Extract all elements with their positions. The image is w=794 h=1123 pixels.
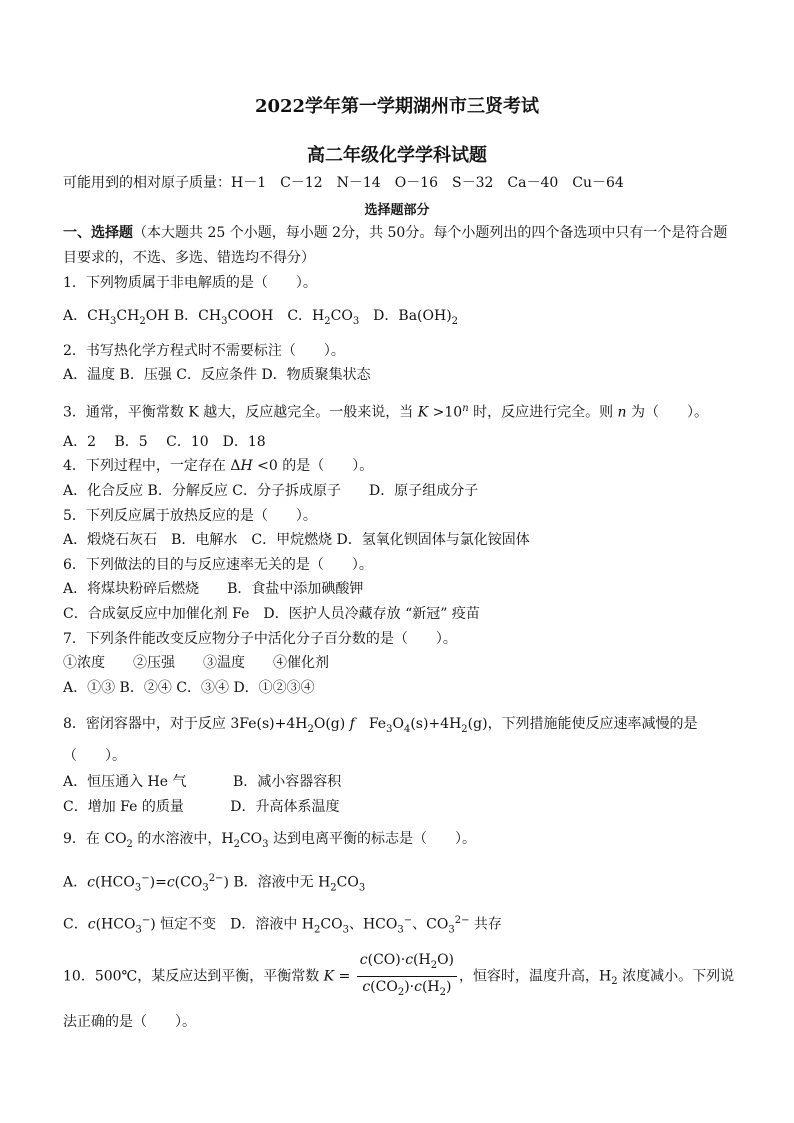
q2-stem: 2．书写热化学方程式时不需要标注（ ）。 <box>63 343 345 359</box>
q6-stem: 6．下列做法的目的与反应速率无关的是（ ）。 <box>63 557 373 573</box>
section-label: 一、选择题 <box>63 225 133 241</box>
q10-stem-end: 法正确的是（ ）。 <box>63 1014 196 1030</box>
equilibrium-constant-fraction: $\frac{c(CO)\cdot c(H_2O)}{c(CO_2)\cdot c(H_2)}$ <box>357 950 457 1003</box>
q8-options-ab: A．恒压通入 He 气 B．减小容器容积 <box>63 774 342 790</box>
q1-options: A．$CH_3CH_2OH$ B．$CH_3COOH$ C．$H_2CO_3$ D．$Ba(OH)_2$ <box>63 308 459 327</box>
instructions-line-2: 目要求的，不选、多选、错选均不得分） <box>63 250 315 266</box>
q5-options: A．煅烧石灰石 B．电解水 C．甲烷燃烧 D．氢氧化钡固体与氯化铵固体 <box>63 532 530 548</box>
atomic-masses: 可能用到的相对原子质量：H－1 C－12 N－14 O－16 S－32 Ca－40 Cu－64 <box>63 175 624 191</box>
q7-options: A．①③ B．②④ C．③④ D．①②③④ <box>63 680 315 696</box>
q10-stem: 10．500℃，某反应达到平衡，平衡常数 K = $\frac{c(CO)\cdot c(H_2O)}{c(CO_2)\cdot c(H_2)}$ ，恒容时，温度升高，$H_2$ 浓度减小。下列说 <box>63 950 734 1003</box>
q5-stem: 5．下列反应属于放热反应的是（ ）。 <box>63 508 317 524</box>
q3-options: A．2 B．5 C．10 D．18 <box>63 434 266 450</box>
q8-stem: 8．密闭容器中，对于反应 $3Fe(s)+4H_2O(g)$ f $Fe_3O_4(s)+4H_2(g)$，下列措施能使反应速率减慢的是 <box>63 716 698 735</box>
q7-conditions: ①浓度 ②压强 ③温度 ④催化剂 <box>63 655 329 671</box>
q6-options-cd: C．合成氨反应中加催化剂 Fe D．医护人员冷藏存放 “新冠” 疫苗 <box>63 606 480 622</box>
q1-stem: 1．下列物质属于非电解质的是（ ）。 <box>63 275 317 291</box>
q9-stem: 9．在 $CO_2$ 的水溶液中，$H_2CO_3$ 达到电离平衡的标志是（ ）。 <box>63 831 476 850</box>
exam-title: 2022学年第一学期湖州市三贤考试 <box>254 96 540 117</box>
instructions-line-1: 一、选择题（本大题共 25 个小题，每小题 2分，共 50分。每个小题列出的四个备选项中只有一个是符合题 <box>63 225 728 241</box>
q3-stem: 3．通常，平衡常数 K 越大，反应越完全。一般来说，当 $K >10^n$ 时，反应进行完全。则 n 为（ ）。 <box>63 403 709 421</box>
q6-options-ab: A．将煤块粉碎后燃烧 B．食盐中添加碘酸钾 <box>63 581 364 597</box>
q9-options-ab: A．$c(HCO_3^-)=c(CO_3^{2-})$ B．溶液中无 $H_2CO_3$ <box>63 873 366 894</box>
q8-options-cd: C．增加 Fe 的质量 D．升高体系温度 <box>63 799 340 815</box>
q7-stem: 7．下列条件能改变反应物分子中活化分子百分数的是（ ）。 <box>63 631 457 647</box>
section-title: 选择题部分 <box>364 203 430 218</box>
q2-options: A．温度 B．压强 C．反应条件 D．物质聚集状态 <box>63 367 371 383</box>
exam-subtitle: 高二年级化学学科试题 <box>307 145 487 166</box>
q8-stem-end: （ ）。 <box>63 748 126 764</box>
q9-options-cd: C．$c(HCO_3^-)$ 恒定不变 D．溶液中 $H_2CO_3$、$HCO_3^-$、$CO_3^{2-}$ 共存 <box>63 915 502 936</box>
q4-options: A．化合反应 B．分解反应 C．分子拆成原子 D．原子组成分子 <box>63 483 479 499</box>
q4-stem: 4．下列过程中，一定存在 ΔH <0 的是（ ）。 <box>63 458 374 474</box>
